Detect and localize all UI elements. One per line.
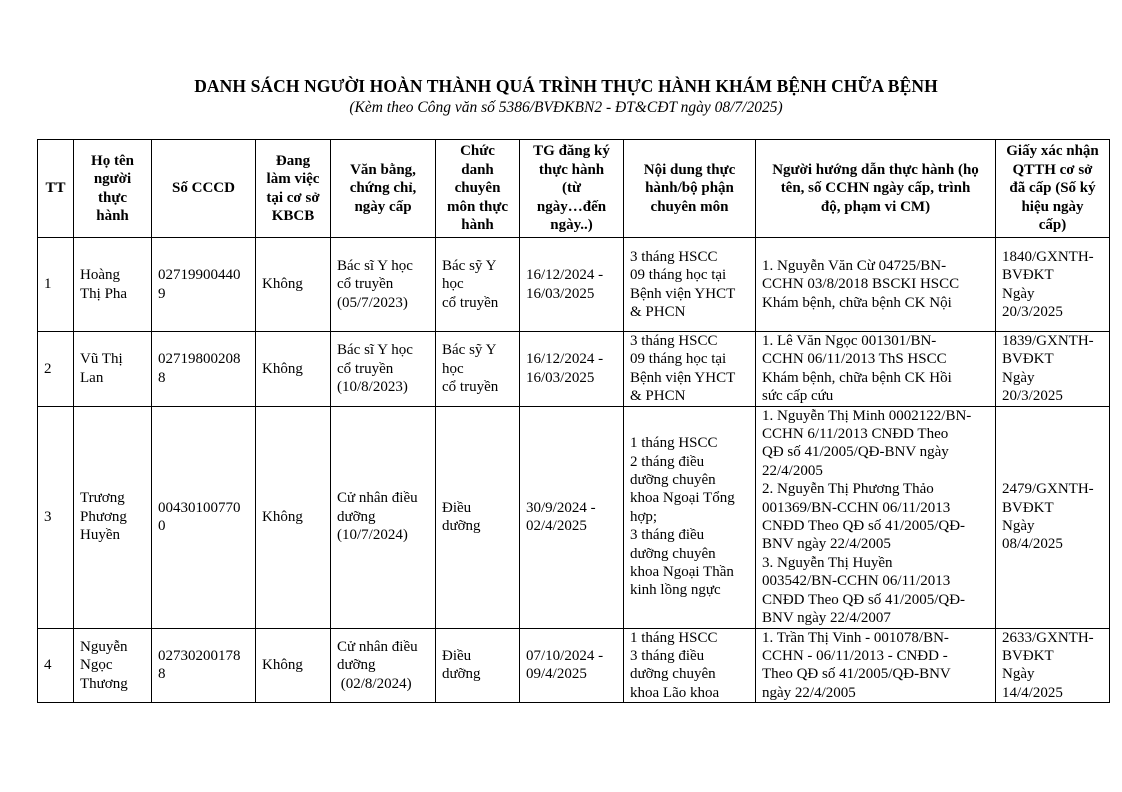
text-line: 16/03/2025 xyxy=(526,285,595,302)
text-line: Khám bệnh, chữa bệnh CK Hồi xyxy=(762,369,952,386)
text-line: hiệu ngày xyxy=(1021,198,1084,215)
text-line: 8 xyxy=(158,666,166,683)
text-line: cấp) xyxy=(1038,217,1067,234)
text-line: cổ truyền xyxy=(337,360,394,377)
text-line: (10/8/2023) xyxy=(337,379,408,396)
text-line: 3 tháng HSCC xyxy=(630,248,718,265)
header-title xyxy=(436,140,520,238)
header-row xyxy=(38,140,1110,238)
text-line: cổ truyền xyxy=(442,379,499,396)
text-line: Thị Pha xyxy=(80,285,128,302)
text-line: sức cấp cứu xyxy=(762,388,834,405)
text-line: Ngày xyxy=(1002,518,1035,535)
text-line: 16/12/2024 - xyxy=(526,267,604,284)
text-line: chuyên xyxy=(454,180,501,197)
text-line: môn thực xyxy=(446,198,509,215)
cell-name xyxy=(74,238,152,332)
text-line: hành xyxy=(96,207,129,224)
cell-working: Không xyxy=(256,406,331,628)
text-line: 02719800208 xyxy=(158,351,241,368)
text-line: BVĐKT xyxy=(1002,351,1054,368)
text-line: hành/bộ phận xyxy=(645,180,734,197)
text-line: 08/4/2025 xyxy=(1002,536,1063,553)
text-line: 8 xyxy=(158,369,166,386)
text-line: học xyxy=(442,360,464,377)
text-line: Chức xyxy=(460,143,495,160)
text-line: Nội dung thực xyxy=(643,161,736,178)
text-line: 02730200178 xyxy=(158,647,241,664)
text-line: Bác sỹ Y xyxy=(442,257,497,274)
text-line: Hoàng xyxy=(80,267,120,284)
text-line: 0 xyxy=(158,518,166,535)
text-line: Phương xyxy=(80,508,127,525)
text-line: 02/4/2025 xyxy=(526,518,587,535)
cell-certificate xyxy=(996,628,1110,703)
text-line: thực hành xyxy=(538,161,605,178)
text-line: 9 xyxy=(158,285,166,302)
text-line: tên, số CCHN ngày cấp, trình xyxy=(780,180,971,197)
cell-title xyxy=(436,628,520,703)
text-line: BVĐKT xyxy=(1002,499,1054,516)
text-line: BNV ngày 22/4/2007 xyxy=(762,610,891,627)
header-content xyxy=(624,140,756,238)
cell-instructor xyxy=(756,406,996,628)
text-line: cổ truyền xyxy=(442,294,499,311)
text-line: Điều xyxy=(442,499,472,516)
text-line: dưỡng xyxy=(442,666,481,683)
text-line: ngày cấp xyxy=(354,198,412,215)
text-line: (10/7/2024) xyxy=(337,527,408,544)
text-line: 3. Nguyễn Thị Huyền xyxy=(762,554,893,571)
cell-cccd xyxy=(152,238,256,332)
text-line: 20/3/2025 xyxy=(1002,388,1063,405)
text-line: (02/8/2024) xyxy=(337,675,412,692)
text-line: tại cơ sở xyxy=(266,189,320,206)
cell-period xyxy=(520,406,624,628)
text-line: Thương xyxy=(80,675,128,692)
cell-certificate xyxy=(996,406,1110,628)
text-line: Người hướng dẫn thực hành (họ xyxy=(772,161,979,178)
text-line: dưỡng chuyên xyxy=(630,472,716,489)
text-line: 2479/GXNTH- xyxy=(1002,481,1094,498)
text-line: hợp; xyxy=(630,508,658,525)
text-line: 1 tháng HSCC xyxy=(630,435,718,452)
text-line: 1840/GXNTH- xyxy=(1002,248,1094,265)
text-line: Cử nhân điều xyxy=(337,638,418,655)
text-line: Ngày xyxy=(1002,369,1035,386)
text-line: Đang xyxy=(275,152,311,169)
cell-certificate xyxy=(996,332,1110,407)
cell-cccd xyxy=(152,628,256,703)
text-line: Bác sĩ Y học xyxy=(337,257,413,274)
text-line: 09 tháng học tại xyxy=(630,267,727,284)
text-line: TT xyxy=(45,180,66,197)
text-line: CNĐD Theo QĐ số 41/2005/QĐ- xyxy=(762,591,966,608)
table-row xyxy=(38,628,1110,703)
text-line: Cử nhân điều xyxy=(337,490,418,507)
cell-content xyxy=(624,238,756,332)
text-line: khoa Ngoại Tổng xyxy=(630,490,735,507)
text-line: Ngọc xyxy=(80,657,113,674)
text-line: ngày…đến xyxy=(536,198,607,215)
text-line: 09 tháng học tại xyxy=(630,351,727,368)
cell-name xyxy=(74,406,152,628)
text-line: khoa Ngoại Thần xyxy=(630,564,734,581)
text-line: 1 tháng HSCC xyxy=(630,629,718,646)
text-line: Điều xyxy=(442,647,472,664)
text-line: 1839/GXNTH- xyxy=(1002,333,1094,349)
text-line: 16/03/2025 xyxy=(526,369,595,386)
text-line: Bệnh viện YHCT xyxy=(630,369,736,386)
cell-cccd xyxy=(152,332,256,407)
cell-title xyxy=(436,238,520,332)
header-cccd xyxy=(152,140,256,238)
text-line: ngày 22/4/2005 xyxy=(762,684,856,701)
text-line: CCHN 03/8/2018 BSCKI HSCC xyxy=(762,276,960,293)
text-line: Bác sỹ Y xyxy=(442,342,497,359)
text-line: 30/9/2024 - xyxy=(526,499,596,516)
text-line: 1. Lê Văn Ngọc 001301/BN- xyxy=(762,333,937,349)
text-line: 2633/GXNTH- xyxy=(1002,629,1094,646)
text-line: (từ xyxy=(562,180,581,197)
cell-instructor xyxy=(756,628,996,703)
text-line: Bác sĩ Y học xyxy=(337,342,413,359)
header-instructor xyxy=(756,140,996,238)
text-line: Vũ Thị xyxy=(80,351,123,368)
cell-content xyxy=(624,406,756,628)
cell-name xyxy=(74,628,152,703)
table-row xyxy=(38,406,1110,628)
text-line: dưỡng xyxy=(337,657,376,674)
cell-degree xyxy=(331,238,436,332)
text-line: chuyên môn xyxy=(650,198,729,215)
cell-certificate xyxy=(996,238,1110,332)
cell-degree xyxy=(331,332,436,407)
text-line: khoa Lão khoa xyxy=(630,684,720,701)
header-tt xyxy=(38,140,74,238)
text-line: người xyxy=(93,171,132,188)
header-certificate xyxy=(996,140,1110,238)
text-line: dưỡng chuyên xyxy=(630,666,716,683)
text-line: 1. Nguyễn Văn Cừ 04725/BN- xyxy=(762,257,947,274)
practitioner-table xyxy=(37,139,1110,703)
text-line: độ, phạm vi CM) xyxy=(820,198,931,215)
text-line: 003542/BN-CCHN 06/11/2013 xyxy=(762,573,951,590)
cell-title xyxy=(436,406,520,628)
text-line: Lan xyxy=(80,369,104,386)
text-line: CCHN 6/11/2013 CNĐD Theo xyxy=(762,426,949,443)
cell-instructor xyxy=(756,332,996,407)
header-period xyxy=(520,140,624,238)
text-line: (05/7/2023) xyxy=(337,294,408,311)
cell-name xyxy=(74,332,152,407)
text-line: Số CCCD xyxy=(172,180,235,197)
text-line: dưỡng xyxy=(337,508,376,525)
table-row xyxy=(38,238,1110,332)
text-line: TG đăng ký xyxy=(533,143,610,160)
text-line: ngày..) xyxy=(550,217,593,234)
text-line: 1. Nguyễn Thị Minh 0002122/BN- xyxy=(762,407,972,424)
text-line: 1. Trần Thị Vinh - 001078/BN- xyxy=(762,629,949,646)
text-line: kinh lồng ngực xyxy=(630,582,721,599)
cell-instructor xyxy=(756,238,996,332)
text-line: 2. Nguyễn Thị Phương Thảo xyxy=(762,481,934,498)
cell-working: Không xyxy=(256,332,331,407)
cell-working: Không xyxy=(256,238,331,332)
text-line: 3 tháng điều xyxy=(630,527,705,544)
cell-period xyxy=(520,332,624,407)
text-line: 3 tháng HSCC xyxy=(630,333,718,349)
text-line: 02719900440 xyxy=(158,267,241,284)
header-working xyxy=(256,140,331,238)
text-line: Ngày xyxy=(1002,285,1035,302)
text-line: danh xyxy=(461,161,494,178)
cell-content xyxy=(624,628,756,703)
text-line: thực xyxy=(98,189,127,206)
document-title: DANH SÁCH NGƯỜI HOÀN THÀNH QUÁ TRÌNH THỰC HÀNH KHÁM BỆNH CHỮA BỆNH xyxy=(194,76,938,96)
cell-content xyxy=(624,332,756,407)
text-line: 16/12/2024 - xyxy=(526,351,604,368)
cell-degree xyxy=(331,406,436,628)
text-line: & PHCN xyxy=(630,388,686,405)
text-line: học xyxy=(442,276,464,293)
cell-cccd xyxy=(152,406,256,628)
text-line: đã cấp (Số ký xyxy=(1009,180,1096,197)
text-line: CCHN 06/11/2013 ThS HSCC xyxy=(762,351,947,368)
text-line: 001369/BN-CCHN 06/11/2013 xyxy=(762,499,951,516)
text-line: Họ tên xyxy=(91,152,134,169)
text-line: hành xyxy=(461,217,494,234)
cell-period xyxy=(520,628,624,703)
text-line: làm việc xyxy=(266,171,320,188)
header-degree xyxy=(331,140,436,238)
text-line: BVĐKT xyxy=(1002,647,1054,664)
table-row xyxy=(38,332,1110,407)
text-line: 2 tháng điều xyxy=(630,453,705,470)
text-line: Huyền xyxy=(80,527,120,544)
text-line: BVĐKT xyxy=(1002,267,1054,284)
text-line: Bệnh viện YHCT xyxy=(630,285,736,302)
text-line: KBCB xyxy=(271,207,315,224)
text-line: 07/10/2024 - xyxy=(526,647,604,664)
text-line: 22/4/2005 xyxy=(762,462,823,479)
text-line: 14/4/2025 xyxy=(1002,684,1063,701)
cell-tt: 4 xyxy=(38,628,74,703)
text-line: QĐ số 41/2005/QĐ-BNV ngày xyxy=(762,444,949,461)
text-line: dưỡng xyxy=(442,518,481,535)
text-line: cổ truyền xyxy=(337,276,394,293)
text-line: Giấy xác nhận xyxy=(1006,143,1099,160)
text-line: Nguyễn xyxy=(80,638,128,655)
text-line: 20/3/2025 xyxy=(1002,303,1063,320)
text-line: CCHN - 06/11/2013 - CNĐD - xyxy=(762,647,948,664)
text-line: Khám bệnh, chữa bệnh CK Nội xyxy=(762,294,952,311)
text-line: 3 tháng điều xyxy=(630,647,705,664)
text-line: Theo QĐ số 41/2005/QĐ-BNV xyxy=(762,666,951,683)
text-line: 09/4/2025 xyxy=(526,666,587,683)
cell-tt: 3 xyxy=(38,406,74,628)
text-line: 00430100770 xyxy=(158,499,241,516)
text-line: CNĐD Theo QĐ số 41/2005/QĐ- xyxy=(762,518,966,535)
cell-tt: 2 xyxy=(38,332,74,407)
header-name xyxy=(74,140,152,238)
cell-title xyxy=(436,332,520,407)
cell-tt: 1 xyxy=(38,238,74,332)
text-line: BNV ngày 22/4/2005 xyxy=(762,536,891,553)
cell-period xyxy=(520,238,624,332)
text-line: QTTH cơ sở xyxy=(1012,161,1093,178)
text-line: Trương xyxy=(80,490,125,507)
text-line: Ngày xyxy=(1002,666,1035,683)
text-line: & PHCN xyxy=(630,303,686,320)
text-line: chứng chỉ, xyxy=(349,180,417,197)
cell-degree xyxy=(331,628,436,703)
text-line: dưỡng chuyên xyxy=(630,545,716,562)
text-line: Văn bằng, xyxy=(350,161,416,178)
document-subtitle: (Kèm theo Công văn số 5386/BVĐKBN2 - ĐT&CĐT ngày 08/7/2025) xyxy=(349,99,783,116)
cell-working: Không xyxy=(256,628,331,703)
